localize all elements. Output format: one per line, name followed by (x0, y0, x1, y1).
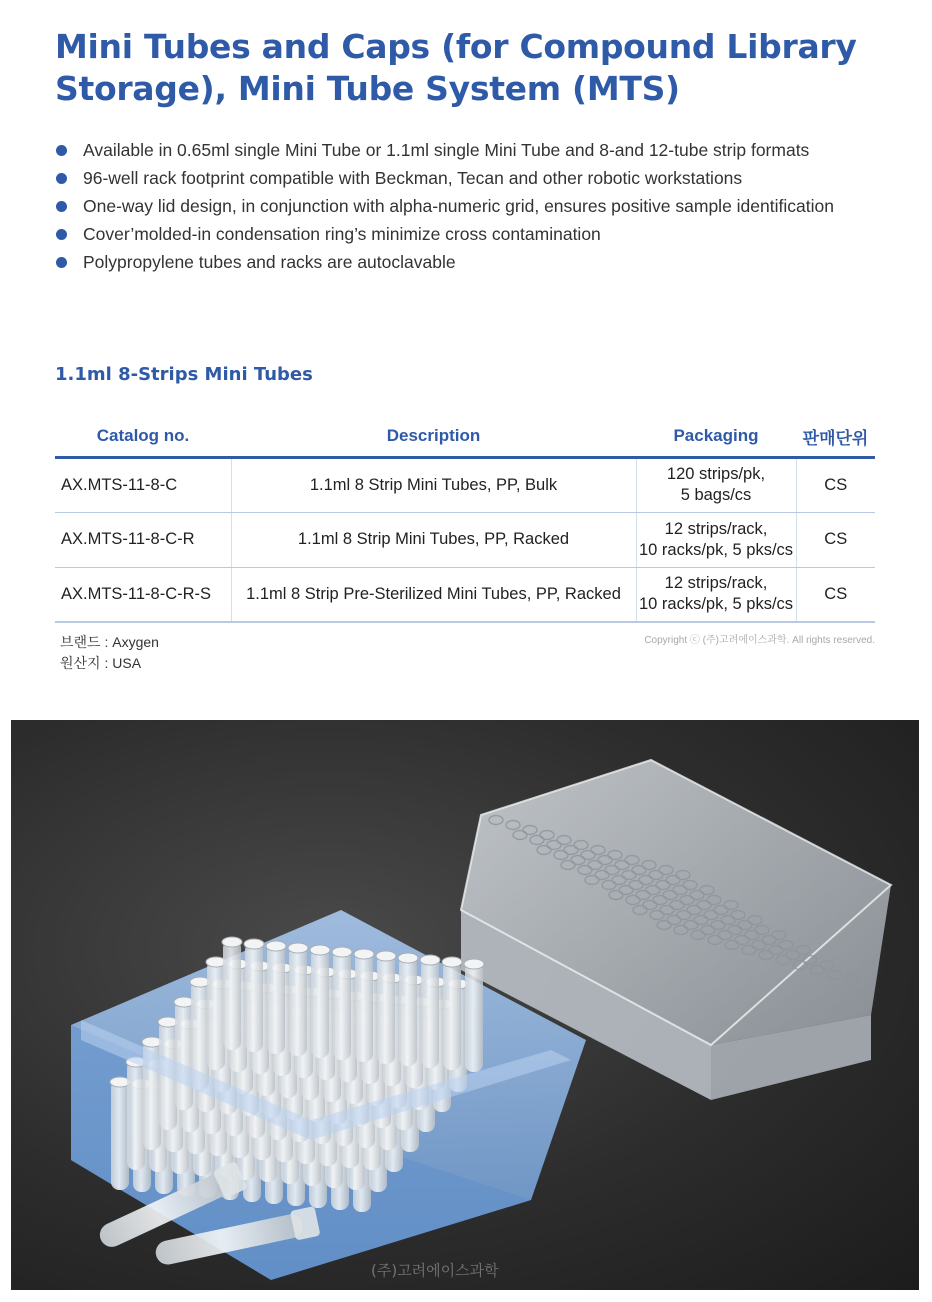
catalog-table (55, 417, 875, 623)
catalog-cell: AX.MTS-11-8-C-R (55, 512, 231, 567)
mini-tube (398, 953, 418, 1066)
feature-item: 96-well rack footprint compatible with Beckman, Tecan and other robotic workstations (55, 165, 834, 193)
mini-tube (310, 945, 330, 1058)
mini-tube (420, 955, 440, 1068)
packaging-cell: 120 strips/pk, 5 bags/cs (636, 457, 796, 512)
table-header-row (55, 417, 875, 457)
origin-label: 원산지 : USA (60, 655, 142, 671)
product-photo (11, 720, 919, 1290)
header-packaging: Packaging (636, 417, 796, 457)
header-catalog: Catalog no. (55, 417, 231, 457)
table-row (55, 567, 875, 622)
table-row (55, 457, 875, 512)
mini-tube (288, 943, 308, 1056)
watermark-text: (주)고려에이스과학 (371, 1261, 499, 1280)
unit-cell: CS (796, 512, 875, 567)
header-description: Description (231, 417, 636, 457)
product-meta (60, 632, 159, 674)
mini-tube (266, 941, 286, 1054)
mini-tube (354, 949, 374, 1062)
mini-tube (376, 951, 396, 1064)
header-unit: 판매단위 (796, 417, 875, 457)
feature-item: Polypropylene tubes and racks are autoclavable (55, 249, 834, 277)
bullet-icon (56, 173, 67, 184)
bullet-icon (56, 201, 67, 212)
section-title: 1.1ml 8-Strips Mini Tubes (55, 364, 313, 385)
packaging-cell: 12 strips/rack, 10 racks/pk, 5 pks/cs (636, 567, 796, 622)
copyright-notice: Copyright ⓒ (주)고려에이스과학. All rights reserved. (644, 635, 875, 646)
feature-item: One-way lid design, in conjunction with alpha-numeric grid, ensures positive sample identification (55, 193, 834, 221)
description-cell: 1.1ml 8 Strip Pre-Sterilized Mini Tubes, PP, Racked (231, 567, 636, 622)
unit-cell: CS (796, 567, 875, 622)
tube-rack-illustration (11, 720, 919, 1290)
page-title: Mini Tubes and Caps (for Compound Library Storage), Mini Tube System (MTS) (55, 27, 857, 108)
mini-tube (332, 947, 352, 1060)
description-cell: 1.1ml 8 Strip Mini Tubes, PP, Racked (231, 512, 636, 567)
table-row (55, 512, 875, 567)
bullet-icon (56, 229, 67, 240)
feature-list (55, 137, 834, 277)
description-cell: 1.1ml 8 Strip Mini Tubes, PP, Bulk (231, 457, 636, 512)
feature-item: Available in 0.65ml single Mini Tube or 1.1ml single Mini Tube and 8-and 12-tube strip formats (55, 137, 834, 165)
mini-tube (442, 957, 462, 1070)
brand-label: 브랜드 : Axygen (60, 634, 159, 650)
bullet-icon (56, 145, 67, 156)
bullet-icon (56, 257, 67, 268)
catalog-cell: AX.MTS-11-8-C-R-S (55, 567, 231, 622)
catalog-cell: AX.MTS-11-8-C (55, 457, 231, 512)
mini-tube (244, 939, 264, 1052)
packaging-cell: 12 strips/rack, 10 racks/pk, 5 pks/cs (636, 512, 796, 567)
unit-cell: CS (796, 457, 875, 512)
mini-tube (464, 959, 484, 1072)
mini-tube (222, 937, 242, 1050)
feature-item: Cover’molded-in condensation ring’s minimize cross contamination (55, 221, 834, 249)
